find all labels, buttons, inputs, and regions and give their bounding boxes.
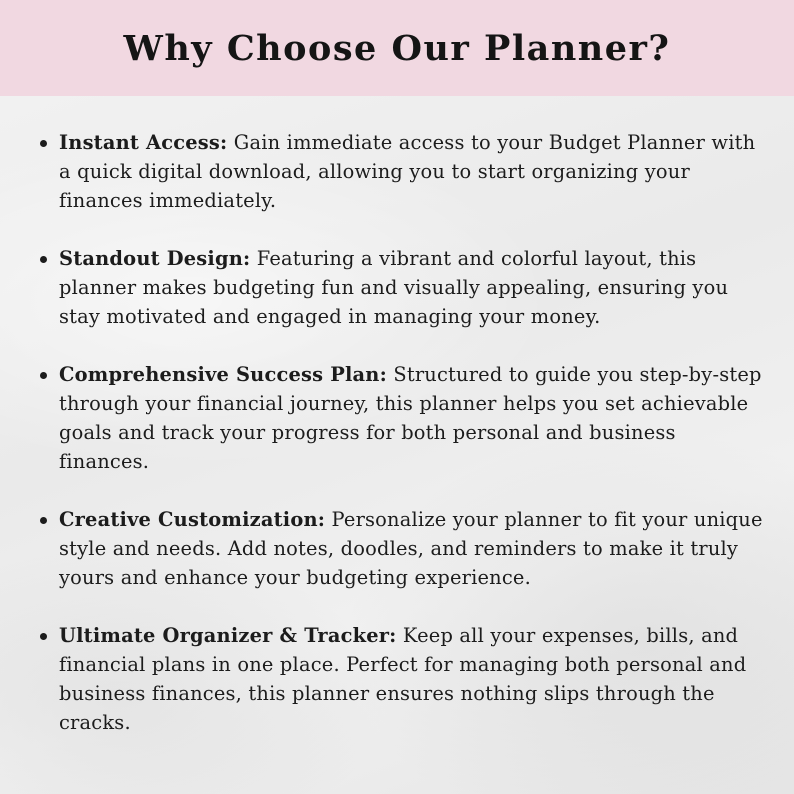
feature-title: Instant Access: <box>59 131 228 154</box>
bullet-icon <box>40 256 47 263</box>
feature-title: Comprehensive Success Plan: <box>59 363 387 386</box>
feature-item-organizer-tracker <box>40 621 765 737</box>
feature-item-creative-customization <box>40 505 765 592</box>
feature-item-standout-design <box>40 244 765 331</box>
feature-list <box>40 128 765 737</box>
feature-text: Structured to guide you step-by-step through your financial journey, this planner helps you set achievable goals and track your progress for both personal and business finances. <box>59 363 762 473</box>
feature-item-instant-access <box>40 128 765 215</box>
feature-text: Gain immediate access to your Budget Planner with a quick digital download, allowing you to start organizing your finances immediately. <box>59 131 756 212</box>
feature-text: Keep all your expenses, bills, and financial plans in one place. Perfect for managing both personal and business finances, this planner ensures nothing slips through the cracks. <box>59 624 747 734</box>
bullet-icon <box>40 517 47 524</box>
feature-text: Featuring a vibrant and colorful layout, this planner makes budgeting fun and visually appealing, ensuring you stay motivated and engaged in managing your money. <box>59 247 729 328</box>
page-title: Why Choose Our Planner? <box>123 27 671 69</box>
bullet-icon <box>40 633 47 640</box>
header-band <box>0 0 794 96</box>
bullet-icon <box>40 140 47 147</box>
feature-item-success-plan <box>40 360 765 476</box>
feature-title: Ultimate Organizer & Tracker: <box>59 624 397 647</box>
bullet-icon <box>40 372 47 379</box>
feature-title: Creative Customization: <box>59 508 326 531</box>
feature-text: Personalize your planner to fit your unique style and needs. Add notes, doodles, and reminders to make it truly yours and enhance your budgeting experience. <box>59 508 763 589</box>
feature-title: Standout Design: <box>59 247 251 270</box>
